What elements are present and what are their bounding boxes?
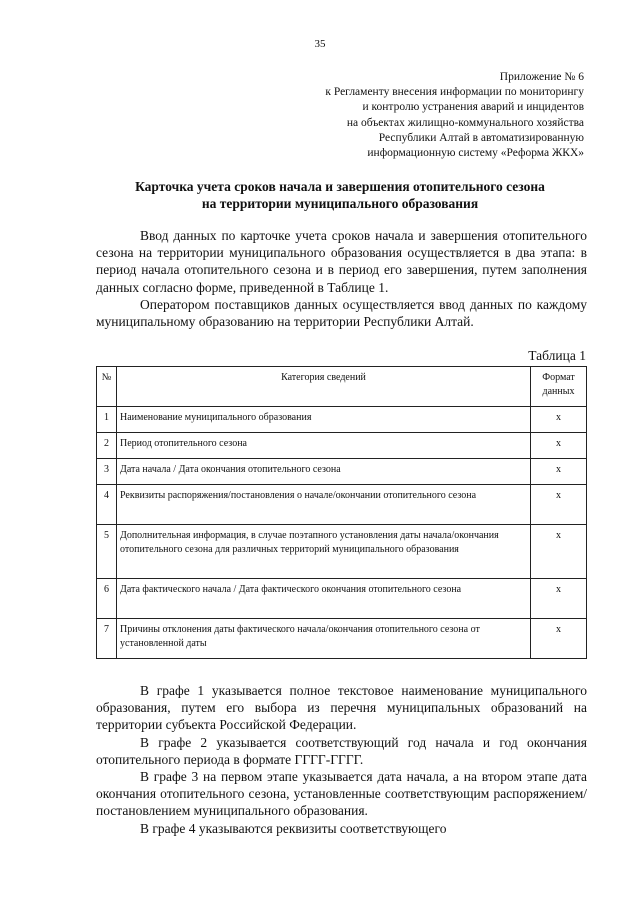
row-category: Дополнительная информация, в случае поэтапного установления даты начала/окончания отопительного сезона для различных территорий муниципального образования (117, 525, 531, 579)
document-title-line: на территории муниципального образования (201, 196, 479, 211)
appendix-line: и контролю устранения аварий и инцидентов (362, 101, 584, 114)
column-header-format: Формат данных (531, 367, 587, 407)
row-category: Реквизиты распоряжения/постановления о начале/окончании отопительного сезона (117, 485, 531, 525)
data-format-table (96, 366, 587, 659)
appendix-line: Приложение № 6 (499, 71, 584, 83)
row-category: Период отопительного сезона (117, 433, 531, 459)
table-row (97, 579, 587, 619)
document-title-line: Карточка учета сроков начала и завершения отопительного сезона (135, 179, 545, 194)
appendix-line: Республики Алтай в автоматизированную (378, 131, 584, 144)
row-format: x (531, 579, 587, 619)
appendix-header (254, 70, 584, 161)
table-row (97, 485, 587, 525)
row-category: Наименование муниципального образования (117, 407, 531, 433)
column-header-category: Категория сведений (117, 367, 531, 407)
row-format: x (531, 459, 587, 485)
row-number: 3 (97, 459, 117, 485)
row-format: x (531, 407, 587, 433)
appendix-line: информационную систему «Реформа ЖКХ» (367, 147, 584, 160)
row-format: x (531, 525, 587, 579)
paragraph: Оператором поставщиков данных осуществляется ввод данных по каждому муниципальному образованию на территории Республики Алтай. (96, 296, 587, 330)
paragraph: В графе 1 указывается полное текстовое наименование муниципального образования, путем его выбора из перечня муниципальных образований на территории субъекта Российской Федерации. (96, 683, 587, 733)
row-format: x (531, 619, 587, 659)
document-title (90, 178, 590, 212)
table-row (97, 407, 587, 433)
row-category: Дата начала / Дата окончания отопительного сезона (117, 459, 531, 485)
table-row (97, 525, 587, 579)
row-format: x (531, 433, 587, 459)
column-header-number: № (97, 367, 117, 407)
appendix-line: к Регламенту внесения информации по мониторингу (325, 86, 584, 99)
row-number: 2 (97, 433, 117, 459)
row-number: 7 (97, 619, 117, 659)
table-header-row (97, 367, 587, 407)
intro-text (96, 227, 587, 330)
table-row (97, 433, 587, 459)
paragraph: Ввод данных по карточке учета сроков начала и завершения отопительного сезона на территории муниципального образования осуществляется в два этапа: в период начала отопительного сезона и в период его завершения, путем заполнения данных согласно форме, приведенной в Таблице 1. (96, 228, 587, 295)
row-number: 1 (97, 407, 117, 433)
page-number: 35 (314, 38, 326, 50)
row-number: 4 (97, 485, 117, 525)
row-format: x (531, 485, 587, 525)
appendix-line: на объектах жилищно-коммунального хозяйства (346, 116, 584, 129)
paragraph: В графе 4 указываются реквизиты соответствующего (140, 820, 447, 836)
row-number: 6 (97, 579, 117, 619)
explanation-text (96, 682, 587, 837)
table-row (97, 459, 587, 485)
row-number: 5 (97, 525, 117, 579)
table-row (97, 619, 587, 659)
row-category: Причины отклонения даты фактического начала/окончания отопительного сезона от установленной даты (117, 619, 531, 659)
paragraph: В графе 3 на первом этапе указывается дата начала, а на втором этапе дата окончания отопительного сезона, установленные соответствующим распоряжением/постановлением муниципального образования. (96, 769, 587, 819)
row-category: Дата фактического начала / Дата фактического окончания отопительного сезона (117, 579, 531, 619)
paragraph: В графе 2 указывается соответствующий год начала и год окончания отопительного периода в формате ГГГГ-ГГГГ. (96, 734, 587, 767)
table-caption: Таблица 1 (528, 348, 586, 363)
